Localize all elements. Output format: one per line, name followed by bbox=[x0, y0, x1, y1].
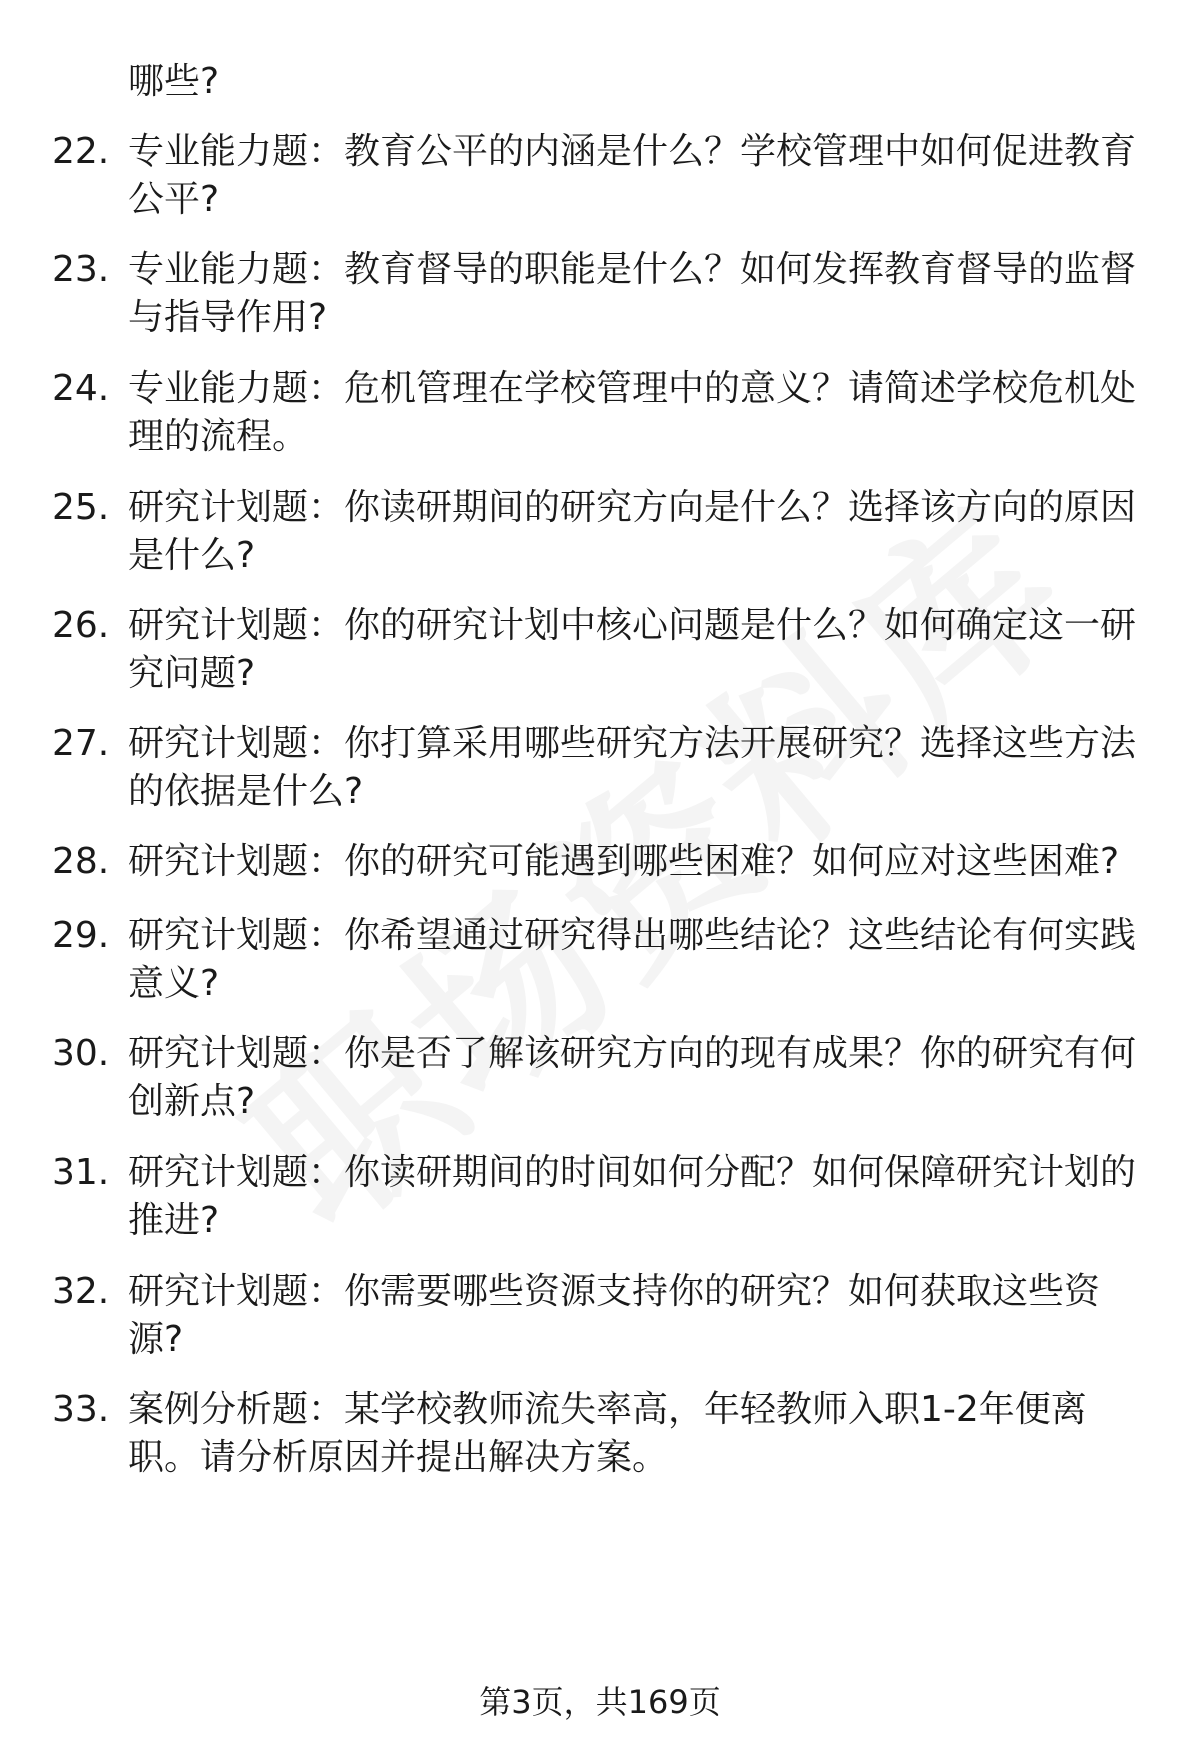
question-text bbox=[128, 1149, 1148, 1245]
question-number: 28. bbox=[52, 841, 110, 882]
question-line: 创新点? bbox=[128, 1081, 256, 1122]
question-line: 研究计划题：你是否了解该研究方向的现有成果？你的研究有何 bbox=[128, 1033, 1137, 1074]
question-number: 22. bbox=[52, 131, 110, 172]
question-text bbox=[128, 838, 1148, 886]
question-text bbox=[128, 912, 1148, 1008]
question-text bbox=[128, 365, 1148, 461]
question-number: 31. bbox=[52, 1152, 110, 1193]
question-text bbox=[128, 602, 1148, 698]
question-line: 究问题? bbox=[128, 653, 256, 694]
question-number: 25. bbox=[52, 487, 110, 528]
question-number: 29. bbox=[52, 915, 110, 956]
question-line: 与指导作用? bbox=[128, 297, 328, 338]
question-number: 24. bbox=[52, 368, 110, 409]
question-number: 33. bbox=[52, 1389, 110, 1430]
question-line: 案例分析题：某学校教师流失率高，年轻教师入职1-2年便离 bbox=[128, 1389, 1087, 1430]
question-text bbox=[128, 720, 1148, 816]
question-line: 专业能力题：教育督导的职能是什么？如何发挥教育督导的监督 bbox=[128, 249, 1137, 290]
question-line: 公平? bbox=[128, 179, 220, 220]
question-text bbox=[128, 484, 1148, 580]
question-line: 研究计划题：你打算采用哪些研究方法开展研究？选择这些方法 bbox=[128, 723, 1137, 764]
question-line: 研究计划题：你的研究计划中核心问题是什么？如何确定这一研 bbox=[128, 605, 1137, 646]
question-text bbox=[128, 1268, 1148, 1364]
question-text bbox=[128, 128, 1148, 224]
page-footer: 第3页，共169页 bbox=[479, 1683, 721, 1721]
question-line: 的依据是什么? bbox=[128, 771, 364, 812]
question-line: 理的流程。 bbox=[128, 416, 309, 457]
question-line: 是什么? bbox=[128, 535, 256, 576]
question-number: 30. bbox=[52, 1033, 110, 1074]
question-line: 专业能力题：危机管理在学校管理中的意义？请简述学校危机处 bbox=[128, 368, 1137, 409]
question-text bbox=[128, 1386, 1148, 1482]
continuation-text: 哪些? bbox=[128, 61, 220, 102]
question-line: 研究计划题：你读研期间的研究方向是什么？选择该方向的原因 bbox=[128, 487, 1137, 528]
question-line: 专业能力题：教育公平的内涵是什么？学校管理中如何促进教育 bbox=[128, 131, 1137, 172]
question-line: 研究计划题：你希望通过研究得出哪些结论？这些结论有何实践 bbox=[128, 915, 1137, 956]
question-line: 研究计划题：你需要哪些资源支持你的研究？如何获取这些资 bbox=[128, 1271, 1101, 1312]
question-text bbox=[128, 246, 1148, 342]
question-line: 职。请分析原因并提出解决方案。 bbox=[128, 1437, 669, 1478]
question-line: 推进? bbox=[128, 1200, 220, 1241]
question-number: 23. bbox=[52, 249, 110, 290]
question-number: 27. bbox=[52, 723, 110, 764]
question-text bbox=[128, 1030, 1148, 1126]
question-line: 源? bbox=[128, 1319, 184, 1360]
question-line: 研究计划题：你读研期间的时间如何分配？如何保障研究计划的 bbox=[128, 1152, 1137, 1193]
question-number: 26. bbox=[52, 605, 110, 646]
question-line: 研究计划题：你的研究可能遇到哪些困难？如何应对这些困难? bbox=[128, 841, 1120, 882]
question-line: 意义? bbox=[128, 963, 220, 1004]
question-number: 32. bbox=[52, 1271, 110, 1312]
